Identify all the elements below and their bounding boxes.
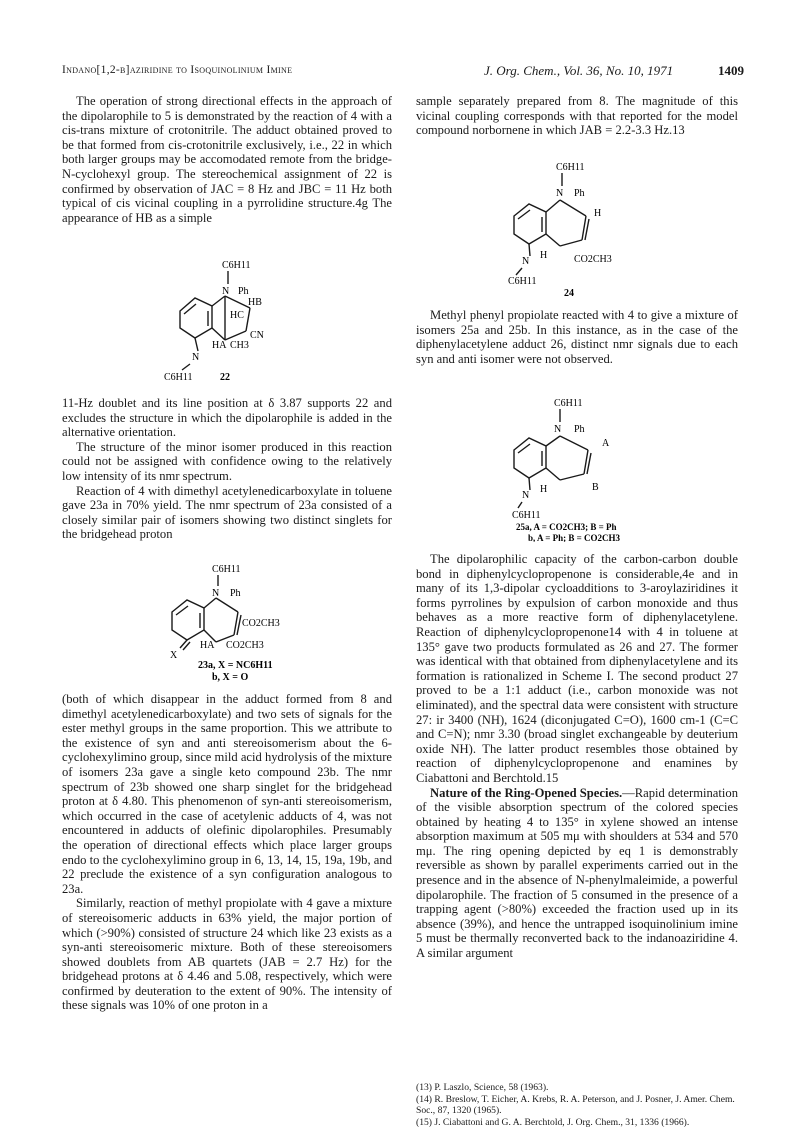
x-label: X: [170, 650, 178, 661]
caption-23b: b, X = O: [212, 672, 249, 683]
nitrogen-label: N: [556, 188, 564, 199]
paragraph: The dipolarophilic capacity of the carbon-carbon double bond in diphenylcyclopropenone is considerable,4e and in many of its 1,3-dipolar cycloadditions to 3-aroylaziridines it forms pyrrolines by expulsion of carbon monoxide and thus behaves as a more reactive form of diphenylacetylene. Reaction of diphenylcyclopropenone14 with 4 in toluene at 135° gave two products formulated as 26 and 27. The former was identical with that obtained from diphenylacetylene and its formation is rationalized in Scheme I. The second product 27 proved to be a 1:1 adduct (i.e., carbon monoxide was not eliminated), and the spectral data were consistent with structure 27: ir 3400 (NH), 1624 (diconjugated C=O), 1600 cm-1 (C=C and C=N); nmr 3.30 (broad singlet exchangeable by deuterium oxide NH). The latter product resembles those obtained by reaction of diphenylcyclopropenone and enamines by Ciabattoni and Berchtold.15: [416, 552, 738, 785]
section-heading: Nature of the Ring-Opened Species.: [430, 785, 623, 800]
caption-23a: 23a, X = NC6H11: [198, 660, 273, 671]
imine-nitrogen-label: N: [522, 490, 530, 501]
left-paragraphs-2: [62, 396, 392, 542]
ester-label-b: CO2CH3: [226, 640, 264, 651]
footnote-13: (13) P. Laszlo, Science, 58 (1963).: [416, 1082, 549, 1093]
paragraph: The operation of strong directional effects in the approach of the dipolarophile to 5 is demonstrated by the reaction of 4 with a cis-trans mixture of crotonitrile. The adduct obtained proved to be that formed from cis-crotonitrile exclusively, i.e., 22 in which both larger groups may be accomodated remote from the bridge-N-cyclohexyl group. The stereochemical assignment of 22 is confirmed by observation of JAC = 8 Hz and JBC = 11 Hz both typical of cis vicinal coupling in a pyrrolidine structure.4g The appearance of HB as a simple: [62, 94, 392, 225]
cn-label: CN: [250, 330, 264, 341]
paragraph: sample separately prepared from 8. The magnitude of this vicinal coupling corresponds with that reported for the model compound norbornene in which JAB = 2.2-3.3 Hz.13: [416, 94, 738, 138]
h-label: H: [540, 484, 548, 495]
left-paragraphs-3: [62, 692, 392, 1013]
a-label: A: [602, 438, 610, 449]
right-paragraphs-3: [416, 552, 738, 961]
hc-label: HC: [230, 310, 244, 321]
paragraph-text: —Rapid determination of the visible absorption spectrum of the colored species obtained by heating 4 to 135° in xylene showed an intense absorption maximum at 505 mμ with shoulders at 534 and 570 mμ. The ring opening depicted by eq 1 is demonstrably reversible as shown by parallel experiments carried out in the presence and in the absence of N-phenylmaleimide, a powerful dipolarophile. The fraction of 5 consumed in the presence of a trapping agent (>80%) exceeded the fraction used up in its absence (39%), and hence the untrapped isoquinolinium imine 5 must be thermally reconverted back to the indanoaziridine 4. A similar argument: [416, 785, 738, 961]
compound-number: 24: [564, 288, 574, 298]
paragraph: Methyl phenyl propiolate reacted with 4 to give a mixture of isomers 25a and 25b. In this instance, as in the case of the diphenylacetylene adduct 26, distinct nmr signals due to each syn and anti isomer were not observed.: [416, 308, 738, 366]
nitrogen-label: N: [554, 424, 562, 435]
right-paragraph-2: [416, 308, 738, 366]
hb-label: HB: [248, 297, 262, 308]
left-paragraph-1: [62, 94, 392, 225]
structure-23: [150, 560, 310, 684]
cyclohexyl-label: C6H11: [554, 398, 583, 409]
cyclohexyl-label: C6H11: [212, 564, 241, 575]
right-paragraph-1: [416, 94, 738, 138]
cyclohexyl-label: C6H11: [222, 260, 251, 271]
structure-25: [508, 394, 658, 542]
phenyl-label: Ph: [574, 188, 585, 199]
paragraph: Reaction of 4 with dimethyl acetylenedicarboxylate in toluene gave 23a in 70% yield. The nmr spectrum of 23a consisted of a closely similar pair of isomers showing two distinct singlets for the bridgehead proton: [62, 483, 392, 542]
page-number: 1409: [718, 63, 744, 78]
footnotes: [416, 1082, 741, 1128]
ha-label: HA: [200, 640, 215, 651]
caption-25b: b, A = Ph; B = CO2CH3: [528, 533, 621, 542]
journal-citation: J. Org. Chem., Vol. 36, No. 10, 1971: [484, 63, 674, 78]
phenyl-label: Ph: [574, 424, 585, 435]
b-label: B: [592, 482, 599, 493]
phenyl-label: Ph: [230, 588, 241, 599]
ch3-label: CH3: [230, 340, 249, 351]
caption-25a: 25a, A = CO2CH3; B = Ph: [516, 522, 617, 532]
ha-label: HA: [212, 340, 227, 351]
cyclohexyl-label-2: C6H11: [512, 510, 541, 521]
h-label: H: [594, 208, 602, 219]
structure-24: [500, 158, 650, 298]
imine-nitrogen-label: N: [192, 352, 200, 363]
paragraph: 11-Hz doublet and its line position at δ 3.87 supports 22 and excludes the structure in which the dipolarophile is added in the alternative orientation.: [62, 396, 392, 440]
cyclohexyl-label-2: C6H11: [164, 372, 193, 383]
nitrogen-label: N: [222, 286, 230, 297]
cyclohexyl-label: C6H11: [556, 162, 585, 173]
paragraph: The structure of the minor isomer produced in this reaction could not be assigned with confidence owing to the relatively low intensity of its nmr spectrum.: [62, 439, 392, 483]
paragraph: [416, 786, 738, 961]
nitrogen-label: N: [212, 588, 220, 599]
paragraph: Similarly, reaction of methyl propiolate with 4 gave a mixture of stereoisomeric adducts in 63% yield, the major portion of which (>90%) consisted of structure 24 which like 23 exists as a syn-anti stereoisomeric mixture. Both of these stereoisomers showed doublets from AB quartets (JAB = 2.7 Hz) for the bridgehead protons at δ 4.46 and 5.08, respectively, which were confirmed by deuteration to the extent of 90%. The intensity of these signals was 10% of one proton in a: [62, 896, 392, 1013]
running-title: Indano[1,2-b]aziridine to Isoquinolinium Imine: [62, 64, 293, 76]
ester-label-a: CO2CH3: [242, 618, 280, 629]
phenyl-label: Ph: [238, 286, 249, 297]
compound-number: 22: [220, 372, 230, 383]
footnote-14: (14) R. Breslow, T. Eicher, A. Krebs, R. A. Peterson, and J. Posner, J. Amer. Chem. Soc., 87, 1320 (1965).: [416, 1093, 735, 1117]
paragraph: (both of which disappear in the adduct formed from 8 and dimethyl acetylenedicarboxylate) and two sets of signals for the ester methyl groups in the same proportion. This we attribute to the existence of syn and anti stereoisomerism about the 6-cyclohexylimino group, since mild acid hydrolysis of the mixture of isomers 23a gave a single keto compound 23b. The nmr spectrum of 23b showed one sharp singlet for the bridgehead proton at δ 4.80. This phenomenon of syn-anti stereoisomerism, which occurred in the case of acetylenic adducts of 4, was not encountered in adducts of olefinic dipolarophiles. Presumably the operation of directional effects which place larger groups endo to the cyclohexylimino group in 6, 13, 14, 15, 19a, 19b, and 22 preclude the existence of a syn configuration analogous to 23a.: [62, 692, 392, 896]
ester-label: CO2CH3: [574, 254, 612, 265]
imine-nitrogen-label: N: [522, 256, 530, 267]
structure-22: [150, 256, 300, 386]
cyclohexyl-label-2: C6H11: [508, 276, 537, 287]
footnote-15: (15) J. Ciabattoni and G. A. Berchtold, J. Org. Chem., 31, 1336 (1966).: [416, 1116, 690, 1128]
h-label-2: H: [540, 250, 548, 261]
